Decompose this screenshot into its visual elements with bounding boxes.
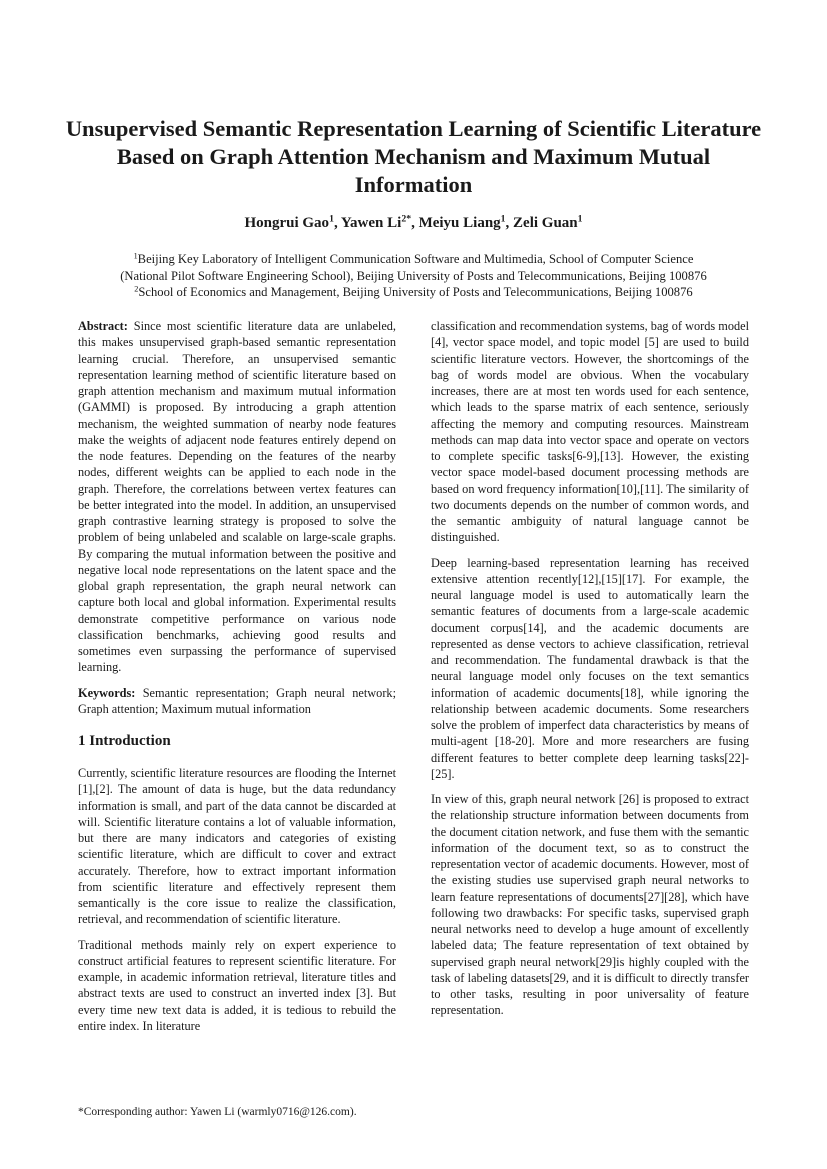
author-separator: , <box>505 215 514 231</box>
right-column <box>431 318 749 1019</box>
intro-paragraph-1: Currently, scientific literature resources are flooding the Internet [1],[2]. The amount of data is huge, but the data redundancy information is small, and part of the data cannot be discarded at will. Scientific literature contains a lot of valuable information, but there are many indicators and categories of existing scientific literature, which are difficult to cover and extract accurately. Therefore, how to extract important information from scientific literature and effectively represent them semantically is the core issue to realize the classification, retrieval, and recommendation of scientific literature. <box>78 766 396 927</box>
intro-paragraph-2-continued: classification and recommendation systems, bag of words model [4], vector space model, and topic model [5] are used to build scientific literature vectors. However, the shortcomings of the bag of words model are obvious. When the vocabulary increases, there are at most ten words used for each sentence, which leads to the sparse matrix of each sentence, seriously affecting the memory and computing resources. Mainstream methods can map data into vector space and operate on vectors to complete specific tasks[6-9],[13]. However, the existing vector space model-based document processing methods are based on word frequency information[10],[11]. The similarity of two documents depends on the number of common words, and the semantic ambiguity of natural language cannot be distinguished. <box>431 319 749 545</box>
author-name: Meiyu Liang <box>418 215 501 231</box>
abstract-label: Abstract: <box>78 319 128 333</box>
author-affiliation-mark: 1 <box>577 213 583 225</box>
author-list <box>60 213 767 233</box>
intro-paragraph-2: Traditional methods mainly rely on expert experience to construct artificial features to represent scientific literature. For example, in academic information retrieval, literature titles and abstract texts are used to construct an inverted index [3]. But every time new text data is added, it is tedious to rebuild the entire index. In literature <box>78 937 396 1033</box>
keywords-label: Keywords: <box>78 685 136 700</box>
author-name: Hongrui Gao <box>244 215 330 231</box>
author-separator: , <box>333 215 341 231</box>
affiliation-1-line-2: (National Pilot Software Engineering School), Beijing University of Posts and Telecommunications, Beijing 100876 <box>120 268 707 283</box>
section-heading-introduction: 1 Introduction <box>78 733 171 749</box>
author-affiliation-mark: 1 <box>500 213 506 225</box>
author-affiliation-mark: 2* <box>401 213 412 225</box>
abstract <box>78 318 396 676</box>
author-separator: , <box>411 215 419 231</box>
author-name: Zeli Guan <box>513 215 578 231</box>
affiliation-mark: 1 <box>133 251 138 261</box>
corresponding-author-footnote: *Corresponding author: Yawen Li (warmly0716@126.com). <box>78 1106 357 1118</box>
left-column <box>78 318 396 1034</box>
affiliations <box>60 251 767 301</box>
paper-title: Unsupervised Semantic Representation Learning of Scientific Literature Based on Graph Attention Mechanism and Maximum Mutual Information <box>65 116 762 197</box>
keywords-text: Semantic representation; Graph neural network; Graph attention; Maximum mutual information <box>78 685 396 716</box>
author-name: Yawen Li <box>340 215 402 231</box>
affiliation-1-line-1: $^1$Beijing Key Laboratory of Intelligent Communication Software and Multimedia, School of Computer Science <box>133 251 694 266</box>
intro-paragraph-4: In view of this, graph neural network [26] is proposed to extract the relationship structure information between documents from the document citation network, and fuse them with the semantic information of the document text, so as to construct the representation vector of academic documents. However, most of the existing studies use supervised graph neural networks to learn feature representations of documents[27][28], which have following two drawbacks: For specific tasks, supervised graph neural networks need to develop a huge amount of excellently labeled data; The feature representation of text obtained by supervised graph neural network[29]is highly coupled with the task of labeling datasets[29, and it is difficult to directly transfer to other tasks, resulting in poor universality of feature representation. <box>431 792 749 1018</box>
affiliation-2: $^2$School of Economics and Management, Beijing University of Posts and Telecommunications, Beijing 100876 <box>134 284 693 299</box>
affiliation-mark: 2 <box>134 284 139 294</box>
keywords <box>78 685 396 718</box>
author-affiliation-mark: 1 <box>329 213 334 225</box>
abstract-text: Since most scientific literature data are unlabeled, this makes unsupervised graph-based semantic representation learning crucial. Therefore, an unsupervised semantic representation learning method of scientific literature based on graph attention mechanism and maximum mutual information (GAMMI) is proposed. By introducing a graph attention mechanism, the weighted summation of nearby node features make the weights of adjacent node features entirely depend on the node features. Depending on the features of the nearby nodes, different weights can be applied to each node in the graph. Therefore, the correlations between vertex features can be better integrated into the model. In addition, an unsupervised graph contrastive learning strategy is proposed to solve the problem of being unlabeled and scalable on large-scale graphs. By comparing the mutual information between the positive and negative local node representations on the latent space and the global graph representation, the graph neural network can capture both local and global information. Experimental results demonstrate competitive performance on various node classification benchmarks, achieving good results and sometimes even surpassing the performance of supervised learning. <box>78 319 396 675</box>
intro-paragraph-3: Deep learning-based representation learning has received extensive attention recently[12],[15][17]. For example, the neural language model is used to automatically learn the semantic features of documents from a large-scale academic document corpus[14], and the academic documents are represented as dense vectors to achieve classification, retrieval and recommendation. The fundamental drawback is that the neural language model only focuses on the text semantics information of academic documents[18], while ignoring the relationship between academic documents. Some researchers solve the problem of imperfect data characteristics by means of multi-agent [18-20]. More and more researchers are fusing different features to better complete deep learning tasks[22]-[25]. <box>431 555 749 781</box>
